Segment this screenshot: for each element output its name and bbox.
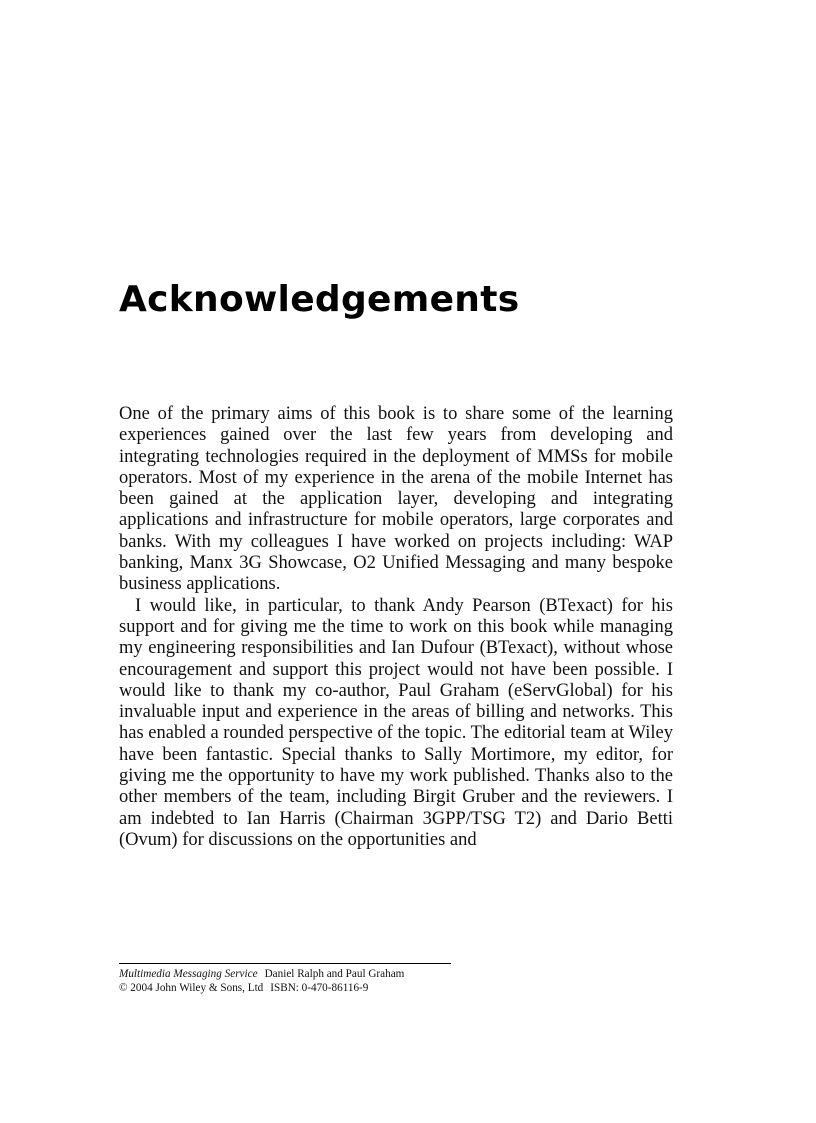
footer-book-title: Multimedia Messaging Service [119,968,258,980]
page-footer [119,963,451,995]
footer-isbn: ISBN: 0-470-86116-9 [270,982,369,994]
footer-line-2 [119,981,451,995]
footer-line-1 [119,967,451,981]
paragraph-2: I would like, in particular, to thank Andy Pearson (BTexact) for his support and for giving me the time to work on this book while managing my engineering responsibilities and Ian Dufour (BTexact), without whose encouragement and support this project would not have been possible. I would like to thank my co-author, Paul Graham (eServGlobal) for his invaluable input and experience in the areas of billing and networks. This has enabled a rounded perspective of the topic. The editorial team at Wiley have been fantastic. Special thanks to Sally Mortimore, my editor, for giving me the opportunity to have my work published. Thanks also to the other members of the team, including Birgit Gruber and the reviewers. I am indebted to Ian Harris (Chairman 3GPP/TSG T2) and Dario Betti (Ovum) for discussions on the opportunities and [119,595,673,850]
body-text [119,404,673,851]
footer-authors: Daniel Ralph and Paul Graham [264,968,405,980]
footer-copyright: © 2004 John Wiley & Sons, Ltd [119,982,264,994]
paragraph-1: One of the primary aims of this book is to share some of the learning experiences gained over the last few years from developing and integrating technologies required in the deployment of MMSs for mobile operators. Most of my experience in the arena of the mobile Internet has been gained at the application layer, developing and integrating applications and infrastructure for mobile operators, large corporates and banks. With my colleagues I have worked on projects including: WAP banking, Manx 3G Showcase, O2 Unified Messaging and many bespoke business applications. [119,404,673,595]
chapter-title: Acknowledgements [119,279,520,320]
